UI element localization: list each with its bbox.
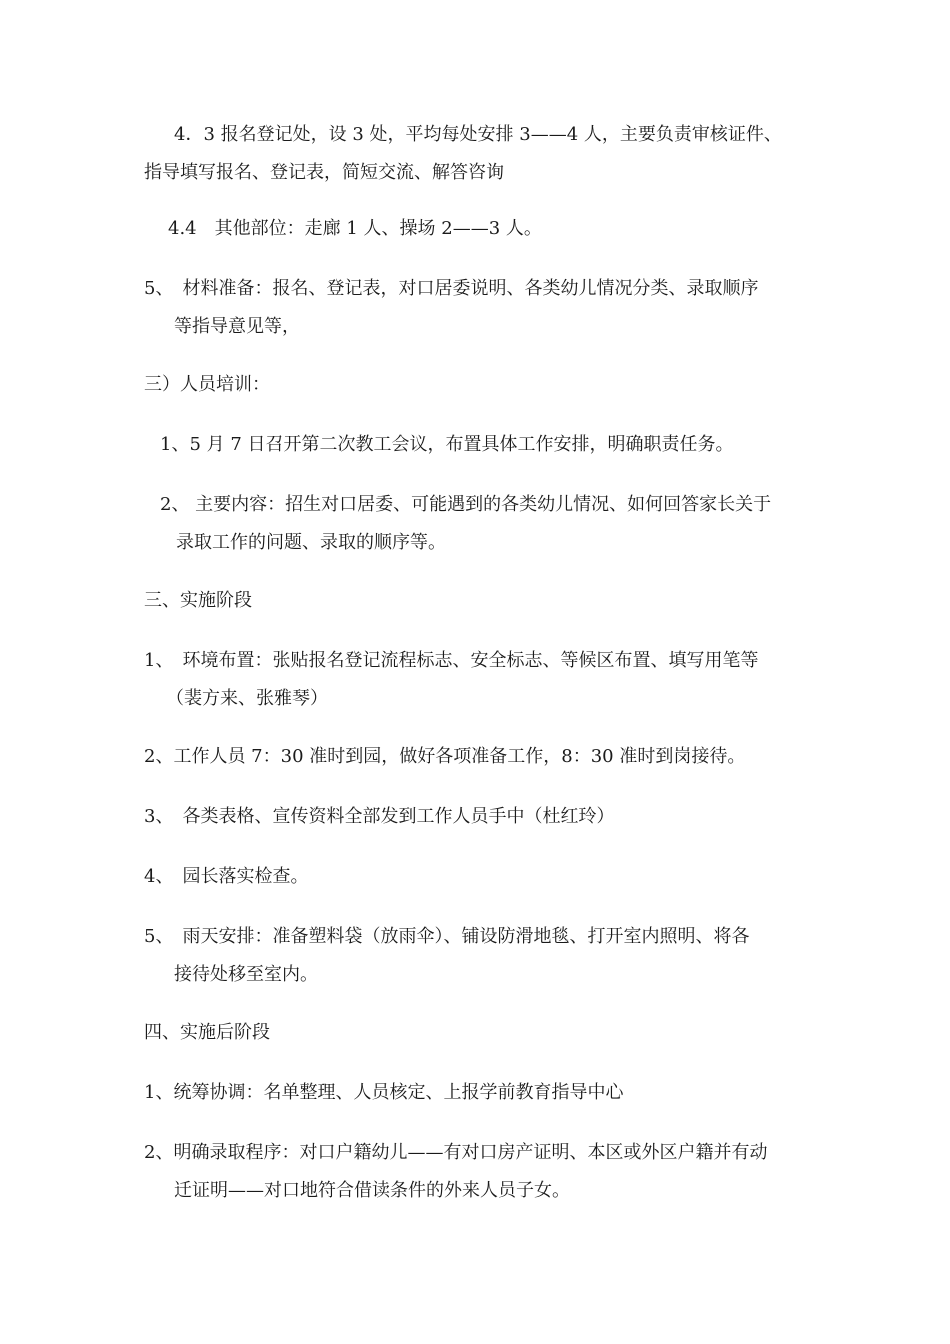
section-heading: 三、实施阶段	[144, 590, 252, 611]
paragraph-line: 接待处移至室内。	[174, 964, 318, 985]
paragraph-4-4	[168, 210, 542, 248]
paragraph-training-2	[160, 486, 771, 562]
heading-staff-training	[144, 366, 270, 404]
paragraph-impl-4	[144, 858, 308, 896]
paragraph-impl-3	[144, 798, 614, 836]
paragraph-impl-2	[144, 738, 745, 776]
paragraph-line: 1、统筹协调：名单整理、人员核定、上报学前教育指导中心	[144, 1082, 624, 1103]
paragraph-post-1	[144, 1074, 623, 1112]
heading-implementation	[144, 582, 252, 620]
paragraph-post-2	[144, 1134, 767, 1210]
paragraph-line: 2、明确录取程序：对口户籍幼儿——有对口房产证明、本区或外区户籍并有动	[144, 1142, 768, 1163]
paragraph-line: 5、 材料准备：报名、登记表，对口居委说明、各类幼儿情况分类、录取顺序	[144, 278, 759, 299]
paragraph-impl-1	[144, 642, 758, 718]
paragraph-4-3	[144, 116, 782, 192]
paragraph-line: 指导填写报名、登记表，简短交流、解答咨询	[144, 162, 504, 183]
paragraph-line: 4.4 其他部位：走廊 1 人、操场 2——3 人。	[168, 218, 542, 239]
paragraph-training-1	[160, 426, 734, 464]
paragraph-line: （裴方来、张雅琴）	[166, 688, 328, 709]
paragraph-line: 2、工作人员 7：30 准时到园，做好各项准备工作，8：30 准时到岗接待。	[144, 746, 746, 767]
heading-post-implementation	[144, 1014, 270, 1052]
paragraph-line: 迁证明——对口地符合借读条件的外来人员子女。	[174, 1180, 570, 1201]
paragraph-line: 5、 雨天安排：准备塑料袋（放雨伞）、铺设防滑地毯、打开室内照明、将各	[144, 926, 750, 947]
section-heading: 四、实施后阶段	[144, 1022, 270, 1043]
paragraph-line: 2、 主要内容：招生对口居委、可能遇到的各类幼儿情况、如何回答家长关于	[160, 494, 772, 515]
paragraph-line: 4、 园长落实检查。	[144, 866, 309, 887]
paragraph-line: 录取工作的问题、录取的顺序等。	[176, 532, 446, 553]
paragraph-line: 1、 环境布置：张贴报名登记流程标志、安全标志、等候区布置、填写用笔等	[144, 650, 759, 671]
paragraph-line: 1、5 月 7 日召开第二次教工会议，布置具体工作安排，明确职责任务。	[160, 434, 734, 455]
paragraph-line: 等指导意见等，	[174, 316, 300, 337]
section-heading: 三）人员培训：	[144, 374, 270, 395]
paragraph-materials	[144, 270, 758, 346]
paragraph-line: 4．3 报名登记处，设 3 处，平均每处安排 3——4 人，主要负责审核证件、	[174, 124, 782, 145]
paragraph-impl-5	[144, 918, 749, 994]
paragraph-line: 3、 各类表格、宣传资料全部发到工作人员手中（杜红玲）	[144, 806, 615, 827]
